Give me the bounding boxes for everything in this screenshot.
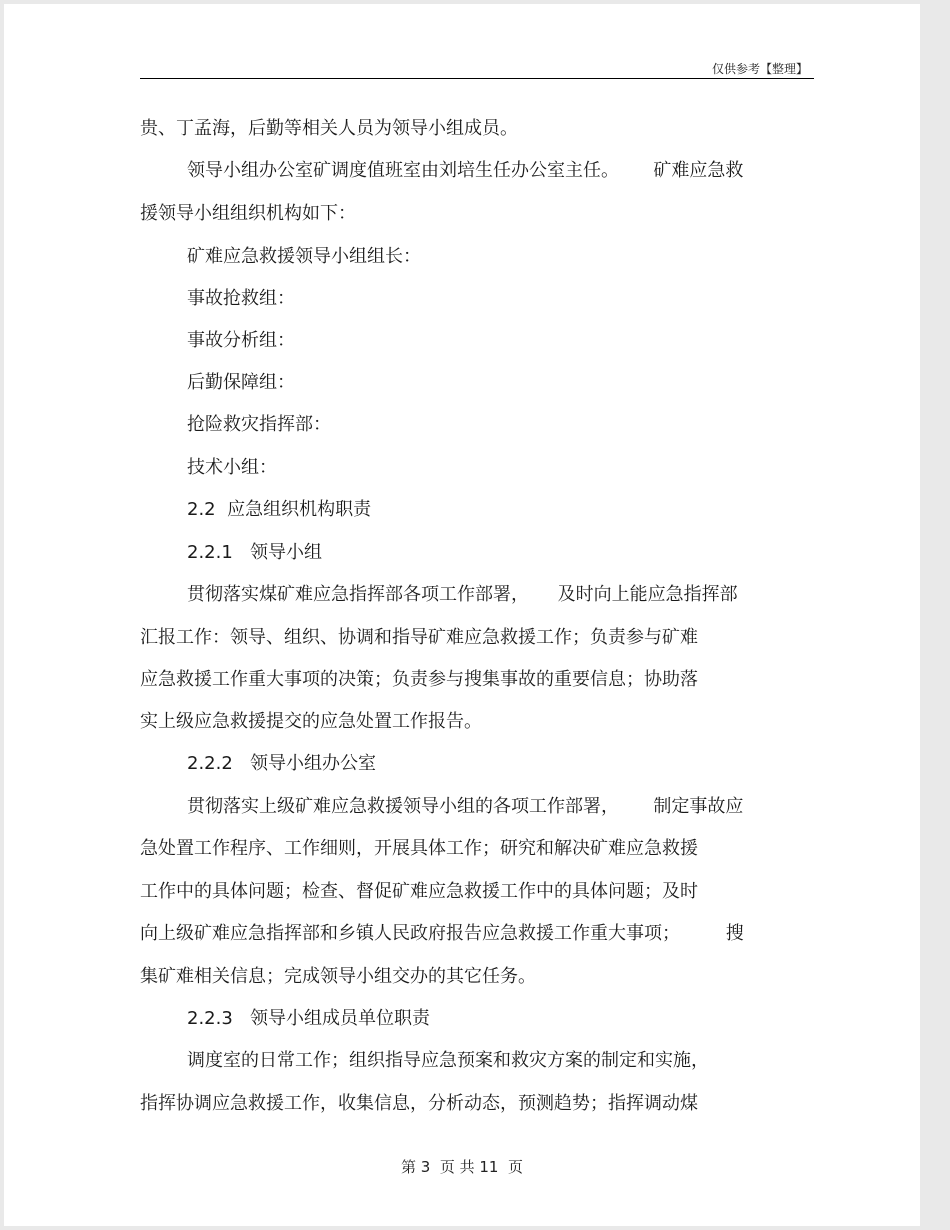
text-line: 调度室的日常工作；组织指导应急预案和救灾方案的制定和实施，	[187, 1050, 709, 1071]
text-line: 事故分析组：	[187, 330, 295, 351]
text-line: 急处置工作程序、工作细则，开展具体工作；研究和解决矿难应急救援	[140, 838, 698, 859]
text-line: 矿难应急救援领导小组组长：	[187, 246, 421, 267]
text-line: 后勤保障组：	[187, 372, 295, 393]
text-line: 工作中的具体问题；检查、督促矿难应急救援工作中的具体问题；及时	[140, 881, 698, 902]
text-line: 汇报工作：领导、组织、协调和指导矿难应急救援工作；负责参与矿难	[140, 627, 698, 648]
text-line: 领导小组办公室矿调度值班室由刘培生任办公室主任。 矿难应急救	[187, 160, 744, 181]
text-line: 贵、丁孟海，后勤等相关人员为领导小组成员。	[140, 118, 518, 139]
header-rule	[140, 78, 814, 79]
text-line: 事故抢救组：	[187, 288, 295, 309]
text-line: 技术小组：	[187, 457, 277, 478]
page-header-label: 仅供参考【整理】	[711, 62, 808, 76]
document-page	[4, 4, 920, 1226]
text-line: 应急救援工作重大事项的决策；负责参与搜集事故的重要信息；协助落	[140, 669, 698, 690]
section-heading: 2.2 应急组织机构职责	[187, 499, 372, 520]
text-line: 贯彻落实上级矿难应急救援领导小组的各项工作部署， 制定事故应	[187, 796, 744, 817]
text-line: 实上级应急救援提交的应急处置工作报告。	[140, 711, 482, 732]
text-line: 指挥协调应急救援工作，收集信息，分析动态，预测趋势；指挥调动煤	[140, 1093, 698, 1114]
text-line: 贯彻落实煤矿难应急指挥部各项工作部署， 及时向上能应急指挥部	[187, 584, 738, 605]
subsection-heading: 2.2.2 领导小组办公室	[187, 753, 376, 774]
text-line: 抢险救灾指挥部：	[187, 414, 331, 435]
text-line: 向上级矿难应急指挥部和乡镇人民政府报告应急救援工作重大事项； 搜	[140, 923, 744, 944]
text-line: 援领导小组组织机构如下：	[140, 203, 356, 224]
text-line: 集矿难相关信息；完成领导小组交办的其它任务。	[140, 966, 536, 987]
subsection-heading: 2.2.3 领导小组成员单位职责	[187, 1008, 430, 1029]
subsection-heading: 2.2.1 领导小组	[187, 542, 322, 563]
page-number-footer: 第 3 页 共 11 页	[400, 1158, 523, 1176]
